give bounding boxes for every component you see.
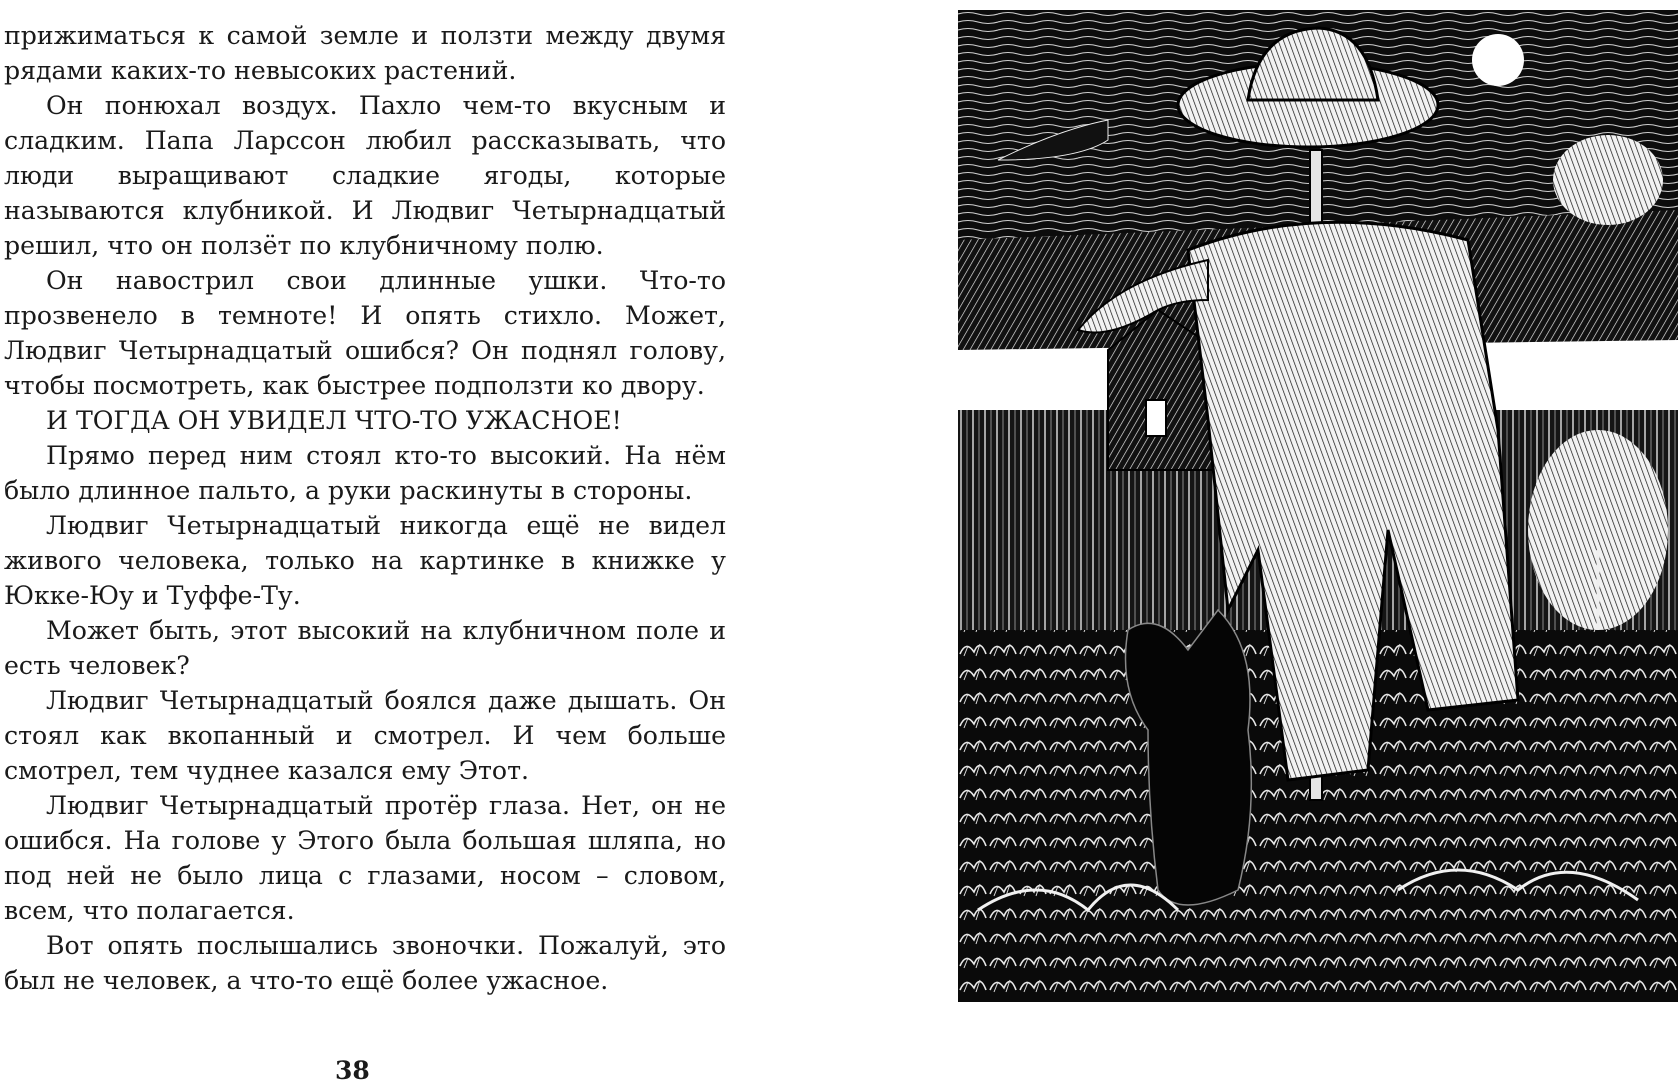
paragraph-8: Людвиг Четырнадцатый боялся даже дышать. Он стоял как вкопанный и смотрел. И чем больше смотрел, тем чуднее казался ему Этот. (4, 686, 726, 785)
scarecrow-drawing (958, 10, 1678, 1002)
paragraph-9: Людвиг Четырнадцатый протёр глаза. Нет, он не ошибся. На голове у Этого была большая шляпа, но под ней не было лица с глазами, носом – словом, всем, что полагается. (4, 791, 726, 925)
paragraph-2: Он понюхал воздух. Пахло чем-то вкусным и сладким. Папа Ларссон любил рассказывать, что люди выращивают сладкие ягоды, которые называются клубникой. И Людвиг Четырнадцатый решил, что он ползёт по клубничному полю. (4, 91, 726, 260)
paragraph-5: Прямо перед ним стоял кто-то высокий. На нём было длинное пальто, а руки раскинуты в стороны. (4, 441, 726, 505)
scarecrow-illustration (958, 10, 1678, 1002)
paragraph-7: Может быть, этот высокий на клубничном поле и есть человек? (4, 616, 726, 680)
paragraph-3: Он навострил свои длинные ушки. Что-то прозвенело в темноте! И опять стихло. Может, Людвиг Четырнадцатый ошибся? Он поднял голову, чтобы посмотреть, как быстрее подползти ко двору. (4, 266, 726, 400)
paragraph-4: И ТОГДА ОН УВИДЕЛ ЧТО-ТО УЖАСНОЕ! (46, 406, 622, 435)
paragraph-6: Людвиг Четырнадцатый никогда ещё не видел живого человека, только на картинке в книжке у Юкке-Юу и Туффе-Ту. (4, 511, 726, 610)
paragraph-10: Вот опять послышались звоночки. Пожалуй, это был не человек, а что-то ещё более ужасное. (4, 931, 726, 995)
text-column (4, 18, 726, 998)
moon-icon (1472, 34, 1524, 86)
paragraph-1: прижиматься к самой земле и ползти между двумя рядами каких-то невысоких растений. (4, 21, 726, 85)
page-number: 38 (335, 1056, 370, 1085)
